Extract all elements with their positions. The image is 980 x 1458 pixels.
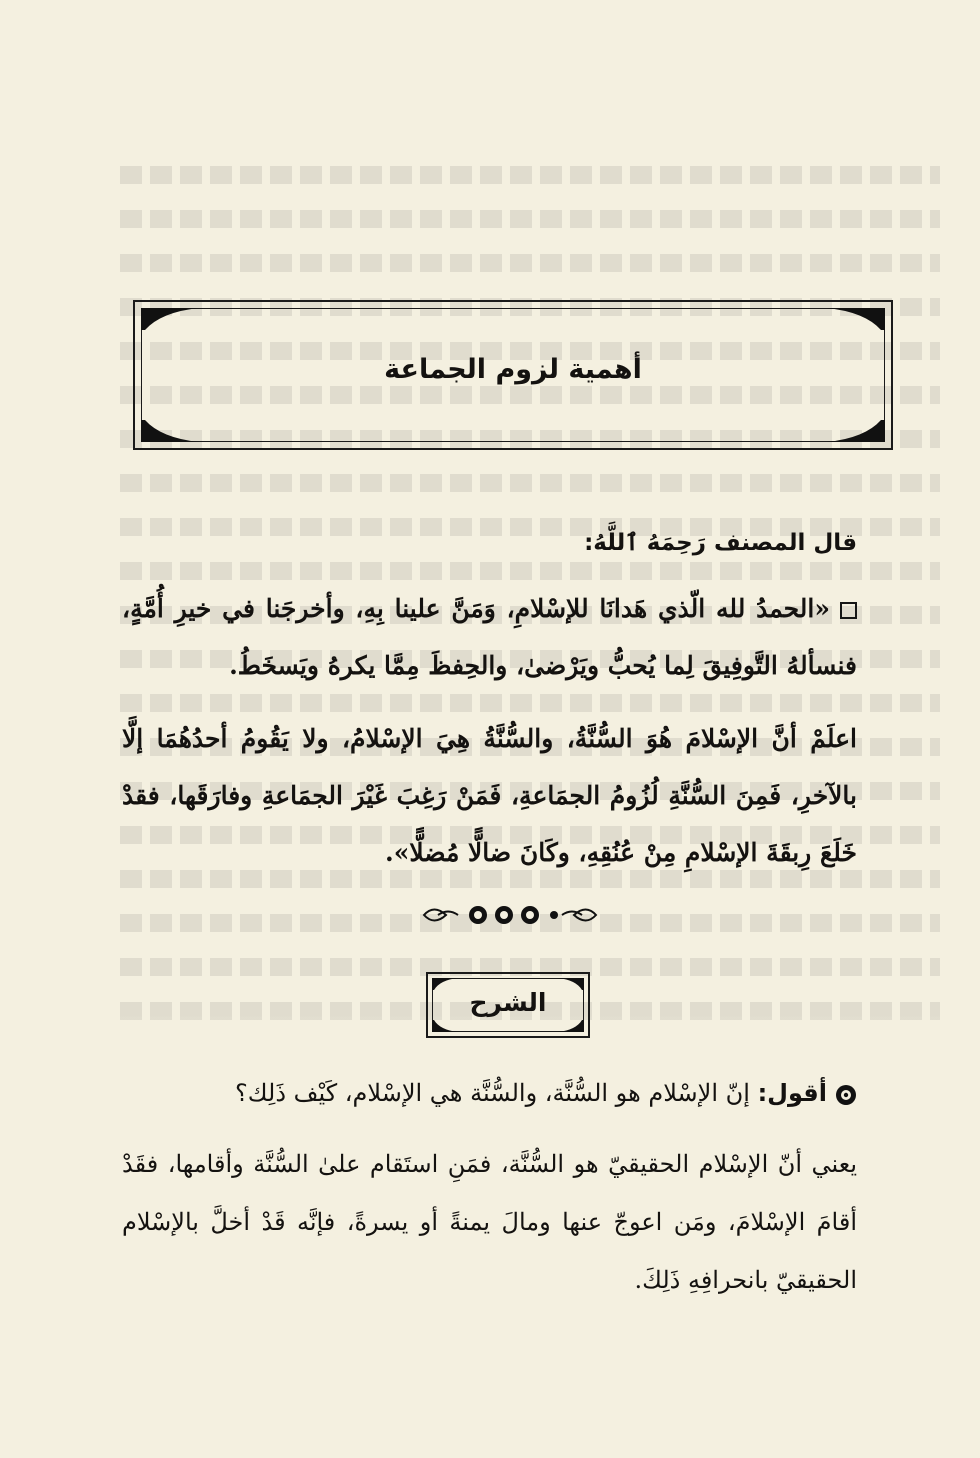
corner-ornament-icon	[827, 420, 885, 442]
sharh-intro-text: إنّ الإسْلام هو السُّنَّة، والسُّنَّة هي الإسْلام، كَيْف ذَلِك؟	[235, 1079, 750, 1107]
corner-ornament-icon	[432, 1020, 458, 1032]
author-intro: قال المصنف رَحِمَهُ ٱللَّهُ:	[584, 530, 857, 556]
sharh-intro	[122, 1065, 857, 1122]
corner-ornament-icon	[558, 1020, 584, 1032]
corner-ornament-icon	[827, 308, 885, 330]
chapter-title: أهمية لزوم الجماعة	[384, 354, 642, 385]
corner-ornament-icon	[141, 308, 199, 330]
sharh-heading: الشرح	[469, 988, 547, 1017]
chapter-title-frame	[133, 300, 893, 450]
sharh-heading-frame	[426, 972, 590, 1038]
quote-paragraph-1-text: «الحمدُ لله الّذي هَدانَا للإسْلامِ، وَمَنَّ علينا بِهِ، وأخرجَنا في خيرِ أُمَّةٍ، فنسألهُ التَّوفِيقَ لِما يُحبُّ ويَرْضىٰ، والحِفظَ مِمَّا يكرهُ ويَسخَطُ.	[122, 594, 857, 680]
sharh-explanation: يعني أنّ الإسْلام الحقيقيّ هو السُّنَّة، فمَنِ استَقام علىٰ السُّنَّة وأقامها، فقَدْ أقامَ الإسْلامَ، ومَن اعوجّ عنها ومالَ يمنةً أو يسرةً، فإنَّه قَدْ أخلَّ بالإسْلام الحقيقيّ بانحرافِهِ ذَلِكَ.	[122, 1150, 858, 1294]
quote-paragraph-2: اعلَمْ أنَّ الإسْلامَ هُوَ السُّنَّةُ، والسُّنَّةُ هِيَ الإسْلامُ، ولا يَقُومُ أحدُهُمَا إلَّا بالآخرِ، فَمِنَ السُّنَّةِ لُزُومُ الجمَاعةِ، فَمَنْ رَغِبَ غَيْرَ الجمَاعةِ وفارَقَها، فقدْ خَلَعَ رِبقَةَ الإسْلامِ مِنْ عُنُقِهِ، وكَانَ ضالًّا مُضلًّا».	[122, 724, 857, 867]
corner-ornament-icon	[141, 420, 199, 442]
section-divider-ornament-icon	[420, 902, 600, 928]
quote-paragraph-1	[122, 580, 857, 694]
square-marker-icon	[840, 602, 857, 619]
sharh-lead-word: أقول:	[757, 1079, 827, 1107]
flower-bullet-icon	[835, 1084, 857, 1106]
